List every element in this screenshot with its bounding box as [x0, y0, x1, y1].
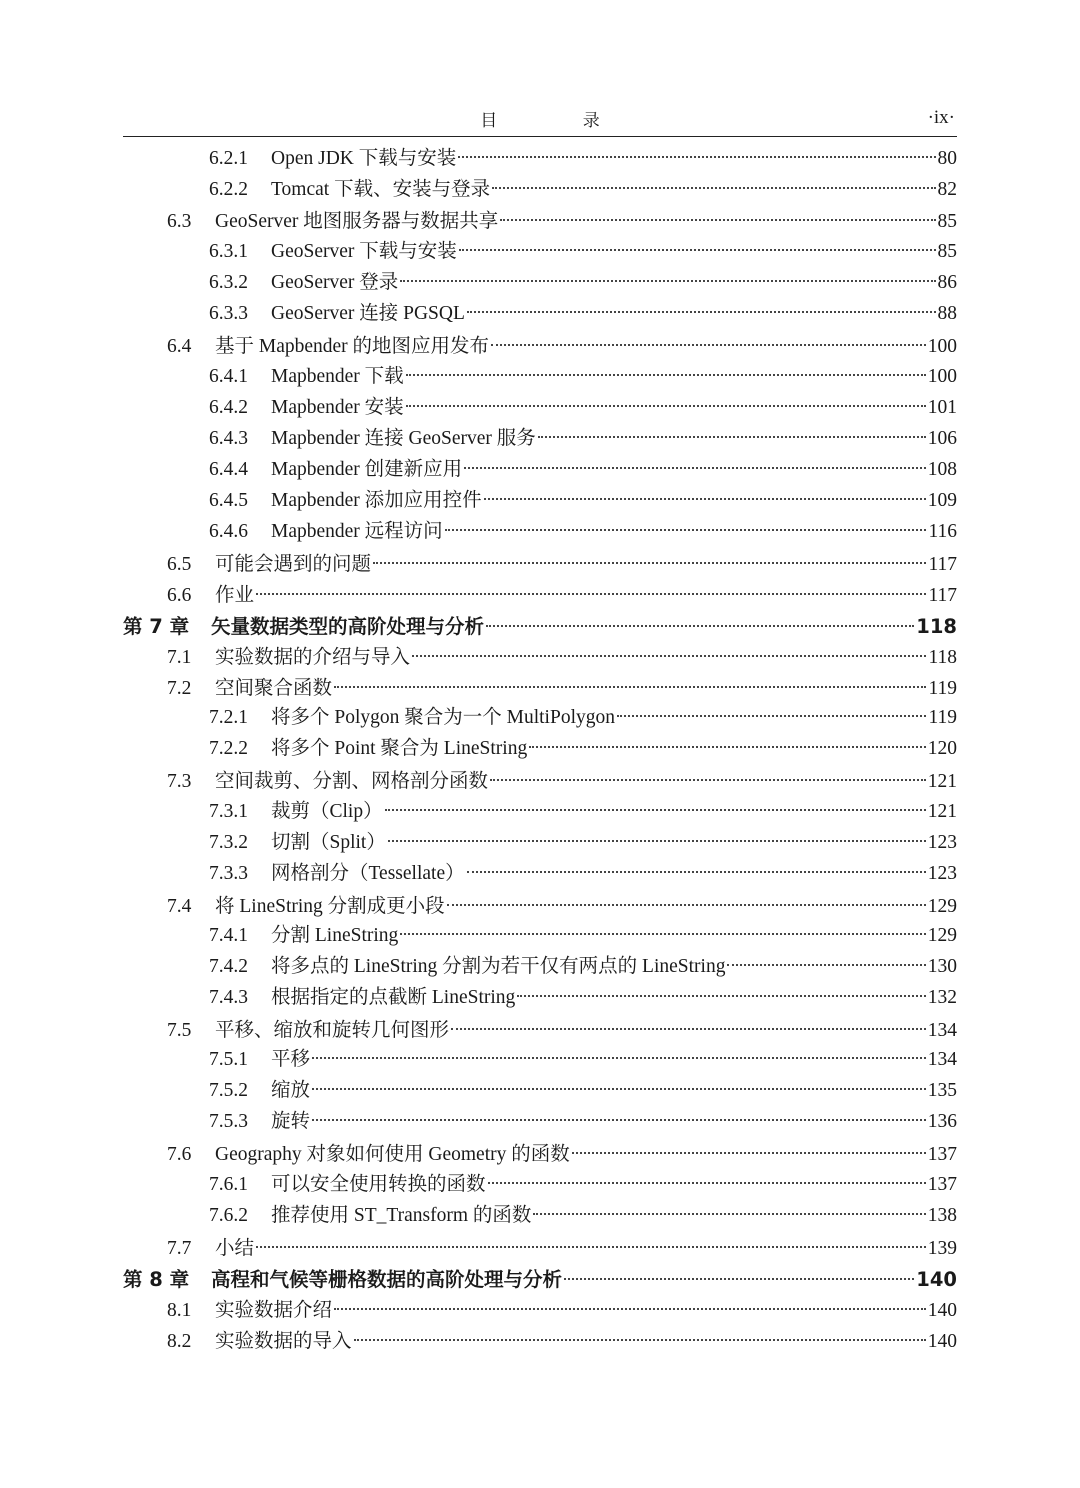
toc-entry-title: 实验数据介绍 [215, 1300, 333, 1321]
dot-leader [533, 1199, 925, 1215]
toc-entry-page: 137 [927, 1144, 957, 1165]
toc-entry-number: 7.4.2 [209, 956, 248, 977]
toc-entry-number: 7.4 [167, 896, 192, 917]
toc-entry-page: 109 [927, 490, 957, 511]
dot-leader [464, 453, 926, 469]
toc-entry-number: 8.2 [167, 1331, 192, 1352]
toc-entry-title: 将多个 Point 聚合为 LineString [271, 738, 528, 759]
toc-entry-page: 116 [928, 521, 957, 542]
toc-entry-title: 可以安全使用转换的函数 [271, 1174, 486, 1195]
dot-leader [500, 205, 935, 221]
toc-entry-page: 136 [927, 1111, 957, 1132]
toc-entry[interactable] [123, 581, 957, 611]
dot-leader [492, 173, 935, 189]
toc-entry-page: 108 [927, 459, 957, 480]
toc-entry-number: 第 7 章 [123, 615, 190, 638]
toc-entry-number: 7.5.2 [209, 1080, 248, 1101]
toc-entry[interactable] [123, 859, 957, 889]
dot-leader [385, 795, 926, 811]
toc-entry[interactable] [123, 1234, 957, 1264]
toc-entry-number: 6.3.1 [209, 241, 248, 262]
dot-leader [529, 732, 926, 748]
toc-entry-number: 8.1 [167, 1300, 192, 1321]
header-page-number: ·ix· [927, 107, 955, 128]
toc-entry-number: 6.4.6 [209, 521, 248, 542]
toc-entry[interactable] [123, 828, 957, 858]
toc-entry-number: 7.1 [167, 647, 192, 668]
toc-entry-page: 137 [927, 1174, 957, 1195]
dot-leader [312, 1043, 926, 1059]
toc-entry-page: 134 [927, 1020, 957, 1041]
toc-entry-number: 7.5.1 [209, 1049, 248, 1070]
toc-entry-title: GeoServer 连接 PGSQL [271, 303, 465, 324]
toc-entry-title: Open JDK 下载与安装 [271, 148, 457, 169]
toc-entry[interactable] [123, 332, 957, 362]
toc-entry-number: 第 8 章 [123, 1268, 190, 1291]
toc-entry-title: Mapbender 安装 [271, 397, 404, 418]
toc-entry[interactable] [123, 550, 957, 580]
dot-leader [467, 857, 926, 873]
toc-entry-title: Mapbender 下载 [271, 366, 404, 387]
toc-entry[interactable] [123, 299, 957, 329]
dot-leader [312, 1074, 926, 1090]
toc-entry-number: 7.2.1 [209, 707, 248, 728]
dot-leader [488, 1168, 926, 1184]
toc-entry-title: 空间裁剪、分割、网格剖分函数 [215, 771, 489, 792]
toc-entry[interactable] [123, 797, 957, 827]
toc-chapter-entry[interactable] [123, 1265, 957, 1295]
toc-entry-title: 小结 [215, 1238, 255, 1259]
dot-leader [459, 235, 936, 251]
toc-entry-page: 85 [937, 211, 957, 232]
toc-entry[interactable] [123, 767, 957, 797]
dot-leader [564, 1264, 914, 1280]
toc-entry[interactable] [123, 1045, 957, 1075]
toc-entry-page: 120 [927, 738, 957, 759]
toc-entry-number: 7.4.3 [209, 987, 248, 1008]
toc-entry-page: 139 [927, 1238, 957, 1259]
dot-leader [256, 1232, 926, 1248]
toc-entry-number: 6.2.2 [209, 179, 248, 200]
toc-entry-title: 平移、缩放和旋转几何图形 [215, 1020, 450, 1041]
toc-entry-page: 86 [937, 272, 957, 293]
toc-entry[interactable] [123, 1327, 957, 1357]
toc-entry-page: 140 [916, 1268, 957, 1291]
toc-entry-title: 将 LineString 分割成更小段 [215, 896, 445, 917]
toc-entry-title: Geography 对象如何使用 Geometry 的函数 [215, 1144, 570, 1165]
toc-entry-page: 88 [937, 303, 957, 324]
toc-entry-number: 7.2.2 [209, 738, 248, 759]
toc-entry-number: 7.3 [167, 771, 192, 792]
toc-entry[interactable] [123, 734, 957, 764]
dot-leader [445, 515, 927, 531]
toc-entry-title: Mapbender 创建新应用 [271, 459, 463, 480]
dot-leader [458, 142, 935, 158]
toc-entry-number: 6.4.4 [209, 459, 248, 480]
dot-leader [491, 330, 926, 346]
dot-leader [486, 611, 914, 627]
toc-entry-title: 平移 [271, 1049, 311, 1070]
toc-entry-number: 7.6 [167, 1144, 192, 1165]
toc-entry[interactable] [123, 486, 957, 516]
toc-entry-page: 123 [927, 832, 957, 853]
dot-leader [467, 297, 936, 313]
toc-entry-page: 129 [927, 925, 957, 946]
toc-entry[interactable] [123, 144, 957, 174]
toc-entry-page: 134 [927, 1049, 957, 1070]
toc-entry-number: 7.6.2 [209, 1205, 248, 1226]
toc-entry-page: 132 [927, 987, 957, 1008]
toc-entry-page: 121 [927, 801, 957, 822]
toc-entry-page: 80 [937, 148, 957, 169]
toc-entry-number: 6.4.2 [209, 397, 248, 418]
dot-leader [334, 672, 926, 688]
toc-entry-title: 可能会遇到的问题 [215, 554, 372, 575]
toc-entry[interactable] [123, 424, 957, 454]
dot-leader [451, 1014, 926, 1030]
toc-entry-title: 裁剪（Clip） [271, 801, 383, 822]
toc-entry-number: 6.4.1 [209, 366, 248, 387]
toc-entry-number: 6.5 [167, 554, 192, 575]
dot-leader [312, 1105, 926, 1121]
toc-entry-title: 网格剖分（Tessellate） [271, 863, 465, 884]
toc-entry[interactable] [123, 674, 957, 704]
dot-leader [572, 1138, 926, 1154]
toc-entry-title: 将多点的 LineString 分割为若干仅有两点的 LineString [271, 956, 726, 977]
toc-entry[interactable] [123, 1170, 957, 1200]
toc-entry-title: 分割 LineString [271, 925, 399, 946]
dot-leader [517, 981, 925, 997]
toc-entry-title: 高程和气候等栅格数据的高阶处理与分析 [211, 1268, 563, 1291]
toc-entry[interactable] [123, 1201, 957, 1231]
toc-entry-number: 7.3.3 [209, 863, 248, 884]
dot-leader [617, 701, 926, 717]
dot-leader [406, 391, 926, 407]
toc-entry[interactable] [123, 207, 957, 237]
dot-leader [354, 1325, 926, 1341]
toc-entry-page: 121 [927, 771, 957, 792]
dot-leader [484, 484, 926, 500]
toc-entry[interactable] [123, 703, 957, 733]
toc-entry[interactable] [123, 952, 957, 982]
toc-entry-page: 101 [927, 397, 957, 418]
toc-entry-number: 6.3.3 [209, 303, 248, 324]
toc-entry-page: 85 [937, 241, 957, 262]
toc-entry-page: 106 [927, 428, 957, 449]
toc-entry-page: 123 [927, 863, 957, 884]
toc-entry[interactable] [123, 517, 957, 547]
toc-entry-title: GeoServer 登录 [271, 272, 399, 293]
toc-entry[interactable] [123, 393, 957, 423]
toc-entry-page: 140 [927, 1300, 957, 1321]
toc-entry-number: 7.2 [167, 678, 192, 699]
toc-entry[interactable] [123, 1107, 957, 1137]
toc-entry-title: 实验数据的介绍与导入 [215, 647, 411, 668]
toc-entry-page: 117 [928, 554, 957, 575]
toc-entry[interactable] [123, 455, 957, 485]
toc-entry-title: 矢量数据类型的高阶处理与分析 [211, 615, 485, 638]
toc-entry[interactable] [123, 362, 957, 392]
toc-chapter-entry[interactable] [123, 612, 957, 642]
toc-entry-title: 作业 [215, 585, 255, 606]
toc-entry-title: 将多个 Polygon 聚合为一个 MultiPolygon [271, 707, 615, 728]
toc-entry-title: GeoServer 地图服务器与数据共享 [215, 211, 499, 232]
toc-entry-page: 118 [916, 615, 957, 638]
toc-entry-title: 空间聚合函数 [215, 678, 333, 699]
toc-entry-number: 7.5 [167, 1020, 192, 1041]
toc-entry-number: 6.3.2 [209, 272, 248, 293]
dot-leader [490, 765, 926, 781]
toc-entry-title: Mapbender 连接 GeoServer 服务 [271, 428, 536, 449]
toc-entry-title: Mapbender 远程访问 [271, 521, 443, 542]
toc-entry-number: 7.6.1 [209, 1174, 248, 1195]
toc-entry-page: 117 [928, 585, 957, 606]
dot-leader [727, 950, 925, 966]
dot-leader [538, 422, 926, 438]
page-header [123, 100, 957, 137]
dot-leader [406, 360, 926, 376]
toc-entry-title: 实验数据的导入 [215, 1331, 352, 1352]
toc-entry-page: 118 [928, 647, 957, 668]
toc-entry[interactable] [123, 921, 957, 951]
toc-entry-title: 缩放 [271, 1080, 311, 1101]
toc-entry[interactable] [123, 1076, 957, 1106]
toc-entry-page: 130 [927, 956, 957, 977]
toc-entry-title: 基于 Mapbender 的地图应用发布 [215, 336, 490, 357]
dot-leader [412, 641, 926, 657]
toc-entry-page: 100 [927, 366, 957, 387]
toc-entry-number: 7.3.2 [209, 832, 248, 853]
toc-entry-page: 140 [927, 1331, 957, 1352]
toc-entry[interactable] [123, 643, 957, 673]
toc-entry-number: 6.6 [167, 585, 192, 606]
toc-entry-page: 135 [927, 1080, 957, 1101]
toc-entry-page: 100 [927, 336, 957, 357]
toc-entry-number: 7.5.3 [209, 1111, 248, 1132]
toc-entry[interactable] [123, 892, 957, 922]
dot-leader [388, 826, 926, 842]
dot-leader [256, 579, 926, 595]
toc-entry-page: 119 [928, 707, 957, 728]
toc-entry[interactable] [123, 1016, 957, 1046]
toc-entry-title: 切割（Split） [271, 832, 386, 853]
dot-leader [373, 548, 926, 564]
toc-entry-page: 82 [937, 179, 957, 200]
toc-entry[interactable] [123, 175, 957, 205]
toc-entry-number: 6.2.1 [209, 148, 248, 169]
toc-entry[interactable] [123, 983, 957, 1013]
toc-entry-number: 7.3.1 [209, 801, 248, 822]
toc-entry[interactable] [123, 1296, 957, 1326]
header-title: 目 录 [480, 111, 640, 131]
toc-entry-page: 138 [927, 1205, 957, 1226]
toc-entry[interactable] [123, 1140, 957, 1170]
toc-entry-title: Tomcat 下载、安装与登录 [271, 179, 491, 200]
toc-entry-title: 根据指定的点截断 LineString [271, 987, 516, 1008]
dot-leader [400, 919, 925, 935]
toc-entry-title: Mapbender 添加应用控件 [271, 490, 482, 511]
toc-entry[interactable] [123, 268, 957, 298]
dot-leader [334, 1294, 926, 1310]
toc-entry-title: 推荐使用 ST_Transform 的函数 [271, 1205, 532, 1226]
toc-entry-title: GeoServer 下载与安装 [271, 241, 457, 262]
toc-entry-number: 7.7 [167, 1238, 192, 1259]
toc-entry-number: 6.4 [167, 336, 192, 357]
dot-leader [447, 890, 926, 906]
toc-entry-title: 旋转 [271, 1111, 311, 1132]
toc-entry-number: 6.3 [167, 211, 192, 232]
toc-entry-page: 119 [928, 678, 957, 699]
toc-entry-page: 129 [927, 896, 957, 917]
toc-entry-number: 6.4.3 [209, 428, 248, 449]
toc-entry-number: 6.4.5 [209, 490, 248, 511]
dot-leader [400, 266, 935, 282]
toc-entry-number: 7.4.1 [209, 925, 248, 946]
toc-entry[interactable] [123, 237, 957, 267]
